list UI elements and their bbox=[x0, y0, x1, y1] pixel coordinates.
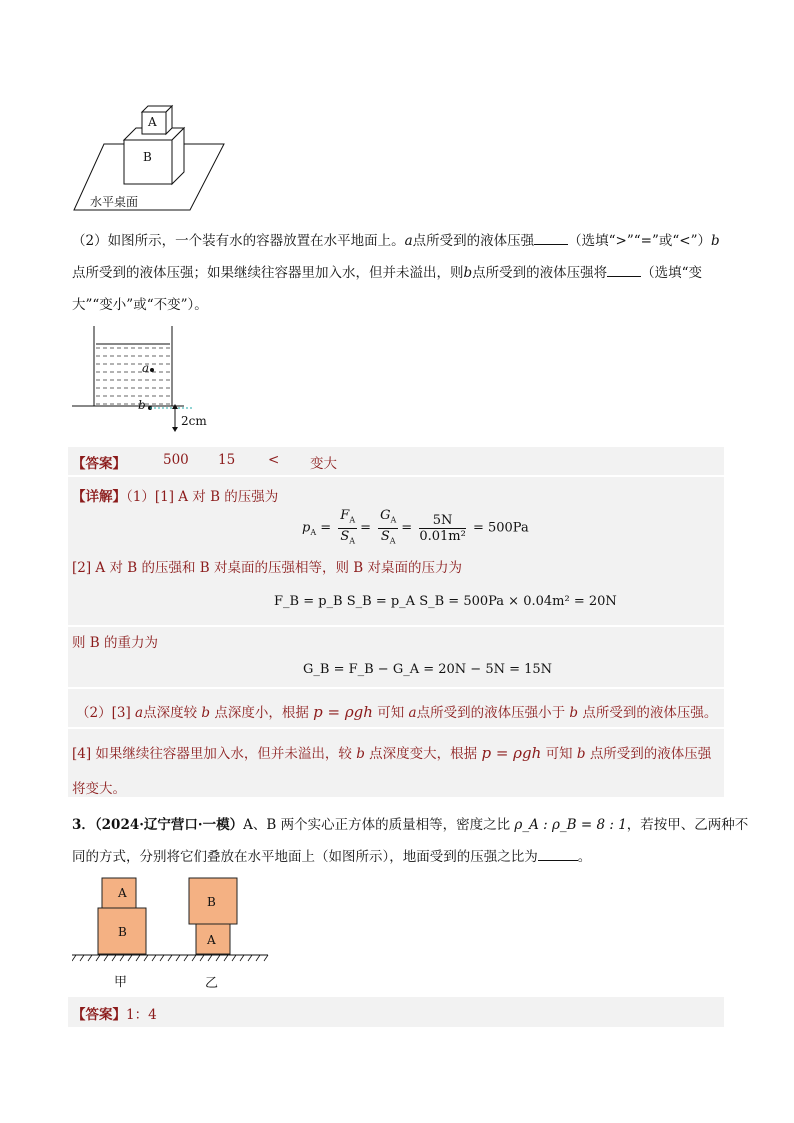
jia-label: 甲 bbox=[114, 975, 128, 990]
yi-bottom-label: A bbox=[207, 933, 216, 947]
figure-stacked-boxes bbox=[72, 874, 272, 966]
formula-FB: F_B = p_B S_B = p_A S_B = 500Pa × 0.04m² = 20N bbox=[274, 594, 617, 609]
point-a-label: a bbox=[142, 361, 150, 375]
jia-bottom-label: B bbox=[118, 925, 127, 939]
formula-GB: G_B = F_B − G_A = 20N − 5N = 15N bbox=[303, 662, 553, 677]
answer1-value-4: 变大 bbox=[310, 456, 337, 472]
question3-line1: 3．（2024·辽宁营口·一模）A、B 两个实心正方体的质量相等，密度之比 ρ_A : ρ_B = 8 : 1，若按甲、乙两种不 bbox=[72, 817, 749, 833]
table-surface-label: 水平桌面 bbox=[90, 195, 139, 209]
yi-label: 乙 bbox=[205, 976, 219, 991]
cube-a-label: A bbox=[148, 115, 157, 129]
question3-line2: 同的方式，分别将它们叠放在水平地面上（如图所示），地面受到的压强之比为 。 bbox=[72, 849, 592, 865]
formula-pA: $p_A$ = $\frac{F_A}{S_A}$ = $\frac{G_A}{S_A}$ = $\frac{5N}{\text{0.01m²}}$ = 500Pa bbox=[302, 508, 529, 546]
part2-line3: 大”“变小”或“不变”）。 bbox=[72, 297, 208, 313]
detail-step6: 将变大。 bbox=[72, 781, 126, 797]
point-b-label: b bbox=[138, 398, 146, 412]
part2-line2: 点所受到的液体压强；如果继续往容器里加入水，但并未溢出，则b点所受到的液体压强将 （选填“变 bbox=[72, 265, 703, 281]
yi-top-label: B bbox=[207, 895, 216, 909]
answer3-block bbox=[68, 997, 724, 1027]
cube-b-label: B bbox=[143, 150, 152, 164]
detail-step1: 【详解】（1）[1] A 对 B 的压强为 bbox=[72, 489, 279, 505]
answer1-label: 【答案】 bbox=[72, 456, 126, 472]
detail-step4: （2）[3] a点深度较 b 点深度小，根据 p = ρgh 可知 a点所受到的液体压强小于 b 点所受到的液体压强。 bbox=[76, 703, 718, 721]
answer1-value-3: < bbox=[268, 452, 280, 468]
jia-top-label: A bbox=[118, 886, 127, 900]
depth-label: 2cm bbox=[181, 414, 207, 428]
detail-step2: [2] A 对 B 的压强和 B 对桌面的压强相等，则 B 对桌面的压力为 bbox=[72, 560, 462, 576]
answer3-line: 【答案】1：4 bbox=[72, 1007, 157, 1023]
answer1-value-2: 15 bbox=[218, 452, 236, 468]
detail-step5: [4] 如果继续往容器里加入水，但并未溢出，较 b 点深度变大，根据 p = ρgh 可知 b 点所受到的液体压强 bbox=[72, 744, 712, 762]
part2-line1: （2）如图所示，一个装有水的容器放置在水平地面上。a点所受到的液体压强 （选填“>”“=”或“<”）b bbox=[72, 233, 720, 249]
answer1-value-1: 500 bbox=[163, 452, 189, 468]
detail-step3: 则 B 的重力为 bbox=[72, 635, 159, 651]
depth-arrow bbox=[170, 404, 180, 432]
